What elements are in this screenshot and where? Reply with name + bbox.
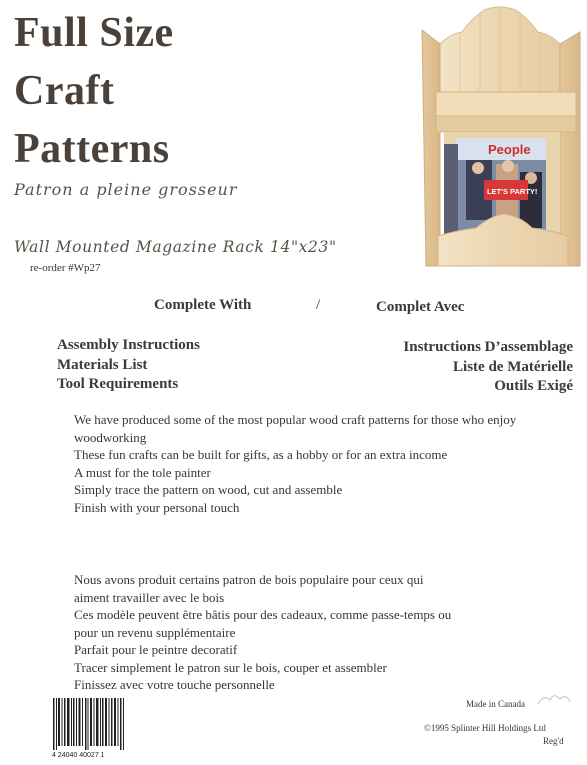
complete-with-separator: / — [316, 297, 321, 313]
product-name: Wall Mounted Magazine Rack 14"x23" — [14, 238, 337, 256]
description-fr-line: Nous avons produit certains patron de bois populaire pour ceux qui — [74, 572, 424, 587]
magazine-title: People — [488, 142, 531, 157]
complete-with-en: Complete With — [154, 297, 252, 313]
item-assembly-instructions: Assembly Instructions — [57, 337, 200, 353]
description-en-line: Simply trace the pattern on wood, cut and assemble — [74, 482, 343, 497]
description-fr-line: pour un revenu supplémentaire — [74, 624, 236, 640]
reorder-number: re-order #Wp27 — [30, 262, 101, 274]
description-fr-line: Tracer simplement le patron sur le bois, couper et assembler — [74, 659, 387, 675]
item-liste-materielle: Liste de Matérielle — [453, 358, 573, 375]
title-line-1: Full Size — [14, 10, 174, 56]
description-en-line: These fun crafts can be built for gifts, as a hobby or for an extra income — [74, 447, 448, 462]
item-materials-list: Materials List — [57, 356, 148, 373]
items-english-list — [57, 336, 200, 395]
items-french-list — [403, 338, 573, 397]
title-line-2: Craft — [14, 68, 115, 114]
description-en-line: woodworking — [74, 429, 147, 445]
description-fr-line: aiment travailler avec le bois — [74, 589, 225, 605]
title-line-3: Patterns — [14, 126, 170, 172]
made-in-canada: Made in Canada — [466, 699, 525, 709]
barcode-number: 4 24040 40027 1 — [52, 752, 105, 758]
registered: Reg'd — [543, 736, 564, 746]
description-en-line: Finish with your personal touch — [74, 499, 240, 515]
item-instructions-assemblage: Instructions D’assemblage — [403, 339, 573, 355]
maple-leaf-signature-icon — [536, 690, 572, 708]
description-english — [74, 411, 584, 516]
description-fr-line: Finissez avec votre touche personnelle — [74, 677, 275, 692]
copyright: ©1995 Splinter Hill Holdings Ltd — [424, 723, 546, 733]
description-fr-line: Ces modèle peuvent être bâtis pour des cadeaux, comme passe-temps ou — [74, 607, 452, 622]
subtitle-french: Patron a pleine grosseur — [14, 180, 238, 199]
description-fr-line: Parfait pour le peintre decoratif — [74, 642, 238, 657]
barcode — [52, 698, 126, 758]
item-outils-exige: Outils Exigé — [494, 378, 573, 394]
magazine-headline: LET'S PARTY! — [487, 187, 538, 196]
description-french — [74, 571, 554, 694]
item-tool-requirements: Tool Requirements — [57, 376, 179, 392]
complete-with-fr: Complet Avec — [376, 299, 465, 315]
description-en-line: We have produced some of the most popular wood craft patterns for those who enjoy — [74, 412, 517, 427]
magazine-rack-photo — [420, 4, 582, 274]
description-en-line: A must for the tole painter — [74, 464, 211, 480]
